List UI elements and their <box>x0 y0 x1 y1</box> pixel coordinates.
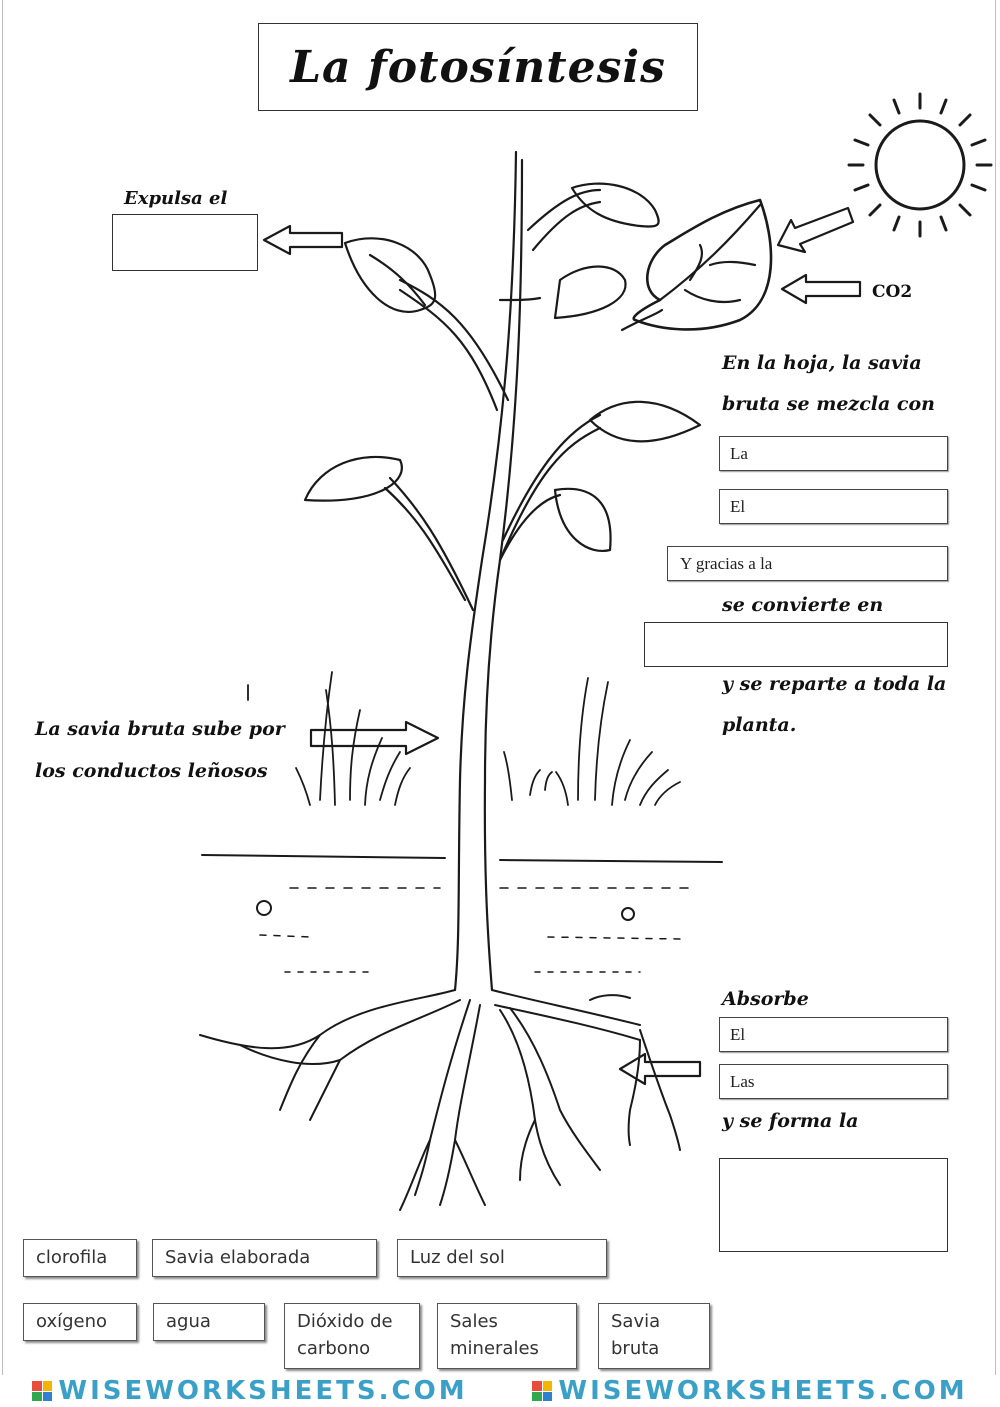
label-hoja-line1: En la hoja, la savia <box>722 352 922 374</box>
word-chip-savia-bruta[interactable] <box>598 1303 710 1369</box>
brand-logo-icon <box>532 1381 552 1401</box>
hoja-answer-prefix-2: El <box>730 496 746 516</box>
logo-square <box>543 1381 553 1391</box>
absorbe-answer-prefix-1: El <box>730 1024 746 1044</box>
word-chip-savia-elaborada[interactable] <box>152 1239 377 1277</box>
word-chip-agua[interactable] <box>153 1303 265 1341</box>
hoja-answer-box-2[interactable] <box>719 489 948 524</box>
label-se-convierte: se convierte en <box>722 594 884 616</box>
word-chip-sales-minerales[interactable] <box>437 1303 577 1369</box>
plant-stem <box>385 152 600 990</box>
absorbe-answer-box-1[interactable] <box>719 1017 948 1052</box>
logo-square <box>532 1392 542 1402</box>
arrow-to-expulsa-icon <box>264 226 342 254</box>
word-chip-dioxido-de-carbono[interactable] <box>284 1303 420 1369</box>
arrow-sun-to-leaf-icon <box>778 208 853 252</box>
label-reparte-line2: planta. <box>722 714 797 736</box>
absorbe-answer-box-2[interactable] <box>719 1064 948 1099</box>
label-se-forma: y se forma la <box>722 1110 859 1132</box>
word-chip-text: clorofila <box>36 1247 108 1268</box>
footer-brand-left <box>32 1376 467 1406</box>
label-reparte-line1: y se reparte a toda la <box>722 673 947 695</box>
soil-line <box>202 855 722 972</box>
expulsa-answer-box[interactable] <box>112 214 258 271</box>
word-chip-text-line2: bruta <box>611 1338 660 1359</box>
plant-leaves <box>305 184 771 551</box>
label-savia-line1: La savia bruta sube por <box>35 718 285 740</box>
label-absorbe: Absorbe <box>722 988 809 1010</box>
title-text: La fotosíntesis <box>290 41 666 93</box>
label-expulsa: Expulsa el <box>124 188 228 209</box>
hoja-answer-prefix-1: La <box>730 443 748 463</box>
label-savia-line2: los conductos leñosos <box>35 760 268 782</box>
word-chip-text-line2: carbono <box>297 1338 371 1359</box>
sun-icon <box>849 94 991 236</box>
arrow-co2-icon <box>782 275 860 303</box>
word-chip-text-line1: Sales <box>450 1311 498 1332</box>
word-chip-text-line1: Dióxido de <box>297 1311 393 1332</box>
gracias-answer-prefix: Y gracias a la <box>680 553 773 573</box>
logo-square <box>32 1381 42 1391</box>
word-chip-text-line1: Savia <box>611 1311 661 1332</box>
label-hoja-line2: bruta se mezcla con <box>722 393 935 415</box>
roots <box>200 990 680 1210</box>
arrow-to-roots-icon <box>620 1054 700 1084</box>
word-chip-text-line2: minerales <box>450 1338 539 1359</box>
word-chip-clorofila[interactable] <box>23 1239 137 1277</box>
logo-square <box>32 1392 42 1402</box>
word-chip-text: agua <box>166 1311 211 1332</box>
logo-square <box>543 1392 553 1402</box>
logo-square <box>43 1381 53 1391</box>
brand-text: WISEWORKSHEETS.COM <box>558 1376 968 1406</box>
word-chip-text: Luz del sol <box>410 1247 505 1268</box>
brand-text: WISEWORKSHEETS.COM <box>58 1376 468 1406</box>
se-convierte-answer-box[interactable] <box>644 622 948 667</box>
word-chip-text: Savia elaborada <box>165 1247 311 1268</box>
logo-square <box>43 1392 53 1402</box>
hoja-answer-box-1[interactable] <box>719 436 948 471</box>
se-forma-answer-box[interactable] <box>719 1158 948 1252</box>
footer-watermark <box>0 1375 1000 1407</box>
logo-square <box>532 1381 542 1391</box>
label-co2: CO2 <box>872 282 913 302</box>
footer-brand-right <box>532 1376 967 1406</box>
word-chip-luz-del-sol[interactable] <box>397 1239 607 1277</box>
absorbe-answer-prefix-2: Las <box>730 1071 755 1091</box>
brand-logo-icon <box>32 1381 52 1401</box>
word-chip-oxigeno[interactable] <box>23 1303 137 1341</box>
gracias-answer-box[interactable] <box>667 546 948 581</box>
word-chip-text: oxígeno <box>36 1311 108 1332</box>
